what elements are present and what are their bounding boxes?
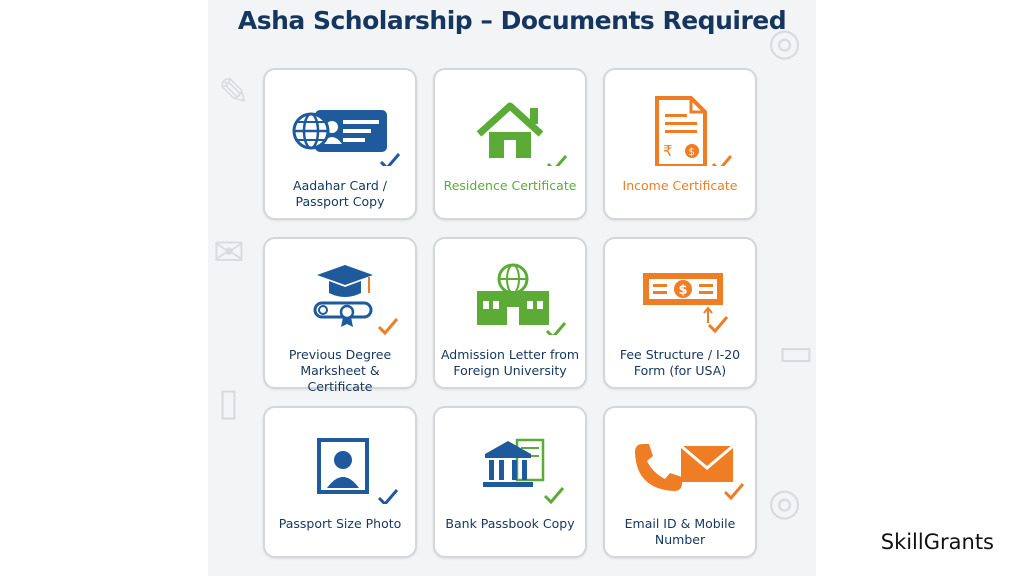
- rupee-document-icon: [605, 70, 755, 166]
- card-label: Previous Degree Marksheet & Certificate: [288, 347, 392, 394]
- card-label: Income Certificate: [622, 178, 738, 193]
- svg-text:$: $: [688, 147, 695, 158]
- page-title: Asha Scholarship – Documents Required: [237, 6, 787, 35]
- card-label: Passport Size Photo: [278, 516, 402, 531]
- card-fee-structure: [603, 237, 757, 389]
- dollar-bill-icon: [605, 239, 755, 335]
- graduation-cap-icon: [265, 239, 415, 335]
- card-label: Aadahar Card / Passport Copy: [293, 178, 387, 209]
- paper-doodle-icon: ✉: [213, 230, 245, 274]
- tablet-doodle-icon: ▯: [218, 380, 239, 424]
- card-label: Residence Certificate: [443, 178, 577, 193]
- svg-text:$: $: [678, 283, 688, 298]
- card-residence: [433, 68, 587, 220]
- university-building-icon: [435, 239, 585, 335]
- card-email-mobile: [603, 406, 757, 558]
- card-aadhaar-passport: [263, 68, 417, 220]
- globe-doodle-icon: ◎: [768, 20, 802, 64]
- card-bank-passbook: [433, 406, 587, 558]
- card-income: [603, 68, 757, 220]
- pencil-doodle-icon: ✎: [218, 70, 250, 114]
- card-passport-photo: [263, 406, 417, 558]
- house-icon: [435, 70, 585, 166]
- book-doodle-icon: ▭: [778, 330, 814, 374]
- svg-text:₹: ₹: [663, 142, 673, 160]
- card-degree: [263, 237, 417, 394]
- bank-icon: [435, 408, 585, 504]
- globe-doodle-icon: ◎: [768, 480, 802, 524]
- card-label: Admission Letter from Foreign University: [440, 347, 580, 378]
- phone-email-icon: [605, 408, 755, 504]
- brand-logo-text: SkillGrants: [880, 530, 994, 554]
- card-label: Fee Structure / I-20 Form (for USA): [619, 347, 741, 378]
- card-admission: [433, 237, 587, 389]
- card-label: Bank Passbook Copy: [445, 516, 575, 531]
- id-card-icon: [265, 70, 415, 166]
- card-label: Email ID & Mobile Number: [624, 516, 736, 547]
- portrait-photo-icon: [265, 408, 415, 504]
